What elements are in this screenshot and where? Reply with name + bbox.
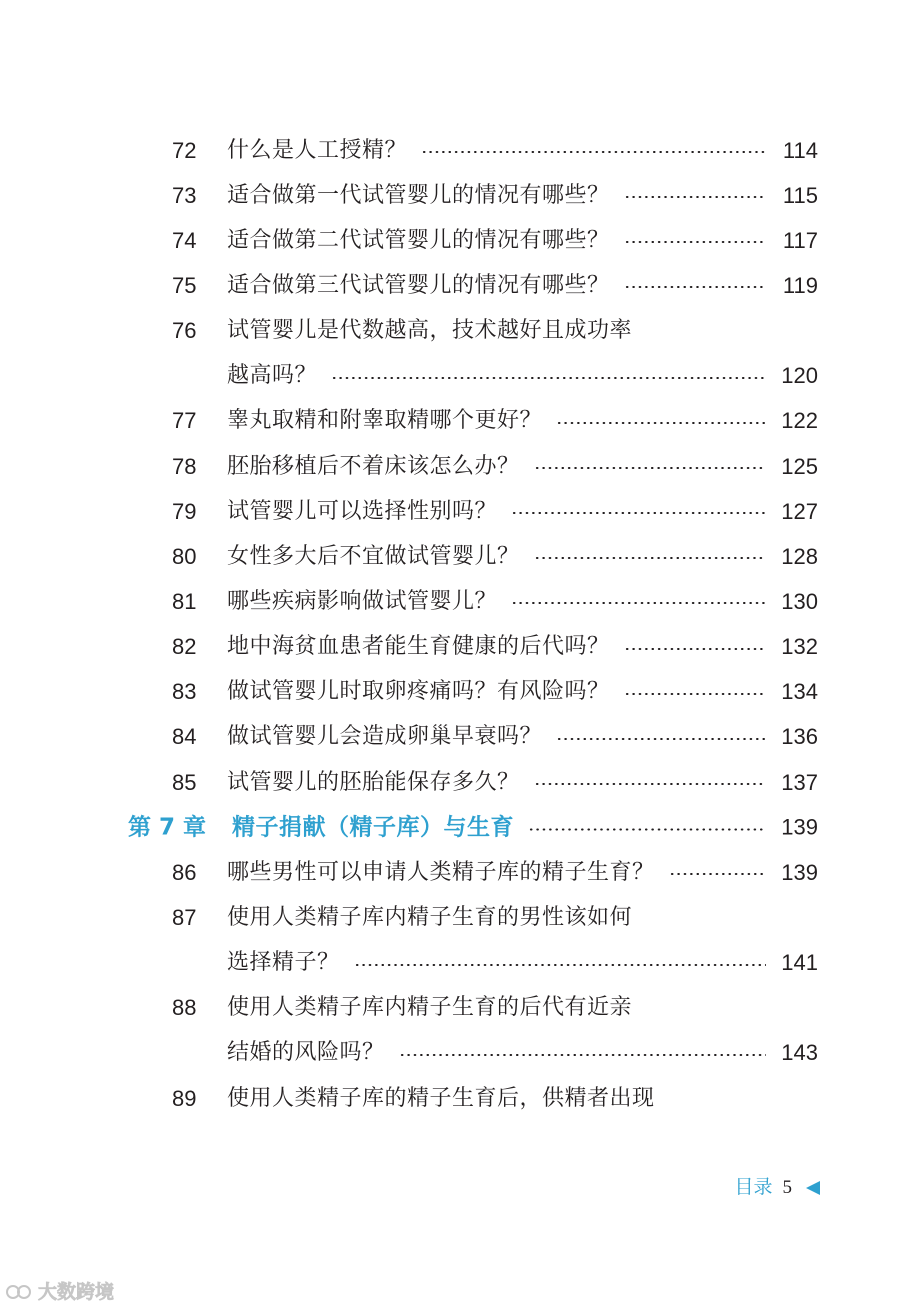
entry-number: 89 bbox=[172, 1085, 197, 1111]
toc-entry-80[interactable] bbox=[0, 534, 920, 579]
dot-leader bbox=[534, 557, 766, 559]
entry-page-number: 114 bbox=[782, 137, 818, 163]
entry-page-number: 127 bbox=[781, 498, 818, 524]
entry-title: 地中海贫血患者能生育健康的后代吗？ bbox=[227, 634, 610, 660]
entry-number: 72 bbox=[172, 137, 197, 163]
entry-title: 睾丸取精和附睾取精哪个更好？ bbox=[227, 408, 543, 434]
entry-title: 使用人类精子库的精子生育后，供精者出现 bbox=[227, 1085, 655, 1111]
entry-title: 做试管婴儿会造成卵巢早衰吗？ bbox=[227, 724, 543, 750]
entry-title: 适合做第一代试管婴儿的情况有哪些？ bbox=[227, 182, 610, 208]
entry-title: 试管婴儿的胚胎能保存多久？ bbox=[227, 769, 520, 795]
entry-number: 73 bbox=[172, 182, 197, 208]
dot-leader bbox=[399, 1054, 766, 1056]
dot-leader bbox=[556, 738, 766, 740]
entry-number: 74 bbox=[172, 227, 197, 253]
toc-entry-87-continued[interactable] bbox=[0, 941, 920, 986]
entry-page-number: 132 bbox=[781, 634, 818, 660]
entry-title: 什么是人工授精？ bbox=[227, 137, 408, 163]
dot-leader bbox=[556, 422, 766, 424]
toc-entry-74[interactable] bbox=[0, 218, 920, 263]
dot-leader bbox=[624, 241, 766, 243]
entry-title-continuation: 越高吗？ bbox=[227, 363, 318, 389]
entry-page-number: 141 bbox=[781, 950, 818, 976]
toc-entry-81[interactable] bbox=[0, 579, 920, 624]
dot-leader bbox=[669, 873, 766, 875]
entry-title: 女性多大后不宜做试管婴儿？ bbox=[227, 543, 520, 569]
toc-entry-76[interactable] bbox=[0, 309, 920, 354]
dot-leader bbox=[354, 964, 766, 966]
entry-title: 做试管婴儿时取卵疼痛吗？有风险吗？ bbox=[227, 679, 610, 705]
entry-page-number: 128 bbox=[781, 543, 818, 569]
entry-number: 83 bbox=[172, 679, 197, 705]
toc-entry-84[interactable] bbox=[0, 715, 920, 760]
dot-leader bbox=[511, 512, 766, 514]
dot-leader bbox=[624, 693, 766, 695]
toc-entry-72[interactable] bbox=[0, 128, 920, 173]
toc-entry-83[interactable] bbox=[0, 670, 920, 715]
entry-page-number: 143 bbox=[781, 1040, 818, 1066]
logo-icon bbox=[4, 1282, 34, 1302]
entry-title: 试管婴儿是代数越高，技术越好且成功率 bbox=[227, 318, 633, 344]
entry-number: 81 bbox=[172, 588, 197, 614]
dot-leader bbox=[624, 196, 766, 198]
entry-number: 88 bbox=[172, 995, 197, 1021]
entry-page-number: 115 bbox=[782, 182, 818, 208]
entry-title-continuation: 结婚的风险吗？ bbox=[227, 1040, 385, 1066]
toc-entry-78[interactable] bbox=[0, 444, 920, 489]
toc-entry-88-continued[interactable] bbox=[0, 1031, 920, 1076]
entry-title: 哪些男性可以申请人类精子库的精子生育？ bbox=[227, 859, 655, 885]
entry-page-number: 117 bbox=[782, 227, 818, 253]
toc-entry-87[interactable] bbox=[0, 895, 920, 940]
dot-leader bbox=[624, 648, 766, 650]
entry-page-number: 139 bbox=[781, 859, 818, 885]
dot-leader bbox=[421, 151, 766, 153]
dot-leader bbox=[624, 286, 766, 288]
toc-entry-75[interactable] bbox=[0, 263, 920, 308]
entry-number: 80 bbox=[172, 543, 197, 569]
entry-title: 使用人类精子库内精子生育的后代有近亲 bbox=[227, 995, 633, 1021]
chapter-label: 第 7 章 bbox=[128, 814, 207, 841]
entry-number: 76 bbox=[172, 318, 197, 344]
toc-entry-82[interactable] bbox=[0, 625, 920, 670]
entry-title: 使用人类精子库内精子生育的男性该如何 bbox=[227, 904, 633, 930]
chapter-title: 精子捐献（精子库）与生育 bbox=[232, 814, 514, 841]
entry-title: 哪些疾病影响做试管婴儿？ bbox=[227, 588, 498, 614]
toc-entry-73[interactable] bbox=[0, 173, 920, 218]
toc-entry-88[interactable] bbox=[0, 986, 920, 1031]
entry-number: 77 bbox=[172, 408, 197, 434]
dot-leader bbox=[534, 467, 766, 469]
toc-entry-86[interactable] bbox=[0, 850, 920, 895]
footer-section-label: 目录 bbox=[734, 1176, 773, 1198]
entry-title-continuation: 选择精子？ bbox=[227, 950, 340, 976]
entry-title: 适合做第二代试管婴儿的情况有哪些？ bbox=[227, 227, 610, 253]
entry-number: 84 bbox=[172, 724, 197, 750]
entry-title: 适合做第三代试管婴儿的情况有哪些？ bbox=[227, 272, 610, 298]
entry-number: 75 bbox=[172, 272, 197, 298]
toc-entry-85[interactable] bbox=[0, 760, 920, 805]
toc-entry-79[interactable] bbox=[0, 489, 920, 534]
entry-number: 86 bbox=[172, 859, 197, 885]
entry-number: 85 bbox=[172, 769, 197, 795]
dot-leader bbox=[331, 377, 766, 379]
entry-page-number: 136 bbox=[781, 724, 818, 750]
toc-entry-76-continued[interactable] bbox=[0, 354, 920, 399]
entry-page-number: 130 bbox=[781, 588, 818, 614]
entry-page-number: 120 bbox=[781, 363, 818, 389]
toc-entry-89[interactable] bbox=[0, 1076, 920, 1121]
watermark bbox=[4, 1282, 114, 1302]
entry-title: 试管婴儿可以选择性别吗？ bbox=[227, 498, 498, 524]
entry-page-number: 125 bbox=[781, 453, 818, 479]
dot-leader bbox=[534, 783, 766, 785]
page-footer bbox=[734, 1178, 820, 1197]
entry-number: 79 bbox=[172, 498, 197, 524]
entry-number: 78 bbox=[172, 453, 197, 479]
entry-title: 胚胎移植后不着床该怎么办？ bbox=[227, 453, 520, 479]
dot-leader bbox=[511, 602, 766, 604]
entry-page-number: 119 bbox=[782, 272, 818, 298]
footer-page-number: 5 bbox=[782, 1177, 792, 1198]
left-triangle-icon bbox=[806, 1181, 820, 1195]
toc-entry-77[interactable] bbox=[0, 399, 920, 444]
entry-number: 82 bbox=[172, 634, 197, 660]
entry-number: 87 bbox=[172, 904, 197, 930]
watermark-text: 大数跨境 bbox=[38, 1280, 115, 1303]
chapter-page-number: 139 bbox=[781, 814, 818, 840]
entry-page-number: 122 bbox=[781, 408, 818, 434]
entry-page-number: 134 bbox=[781, 679, 818, 705]
table-of-contents bbox=[0, 128, 920, 1121]
dot-leader bbox=[528, 828, 766, 830]
entry-page-number: 137 bbox=[781, 769, 818, 795]
toc-chapter-7[interactable] bbox=[0, 805, 920, 850]
